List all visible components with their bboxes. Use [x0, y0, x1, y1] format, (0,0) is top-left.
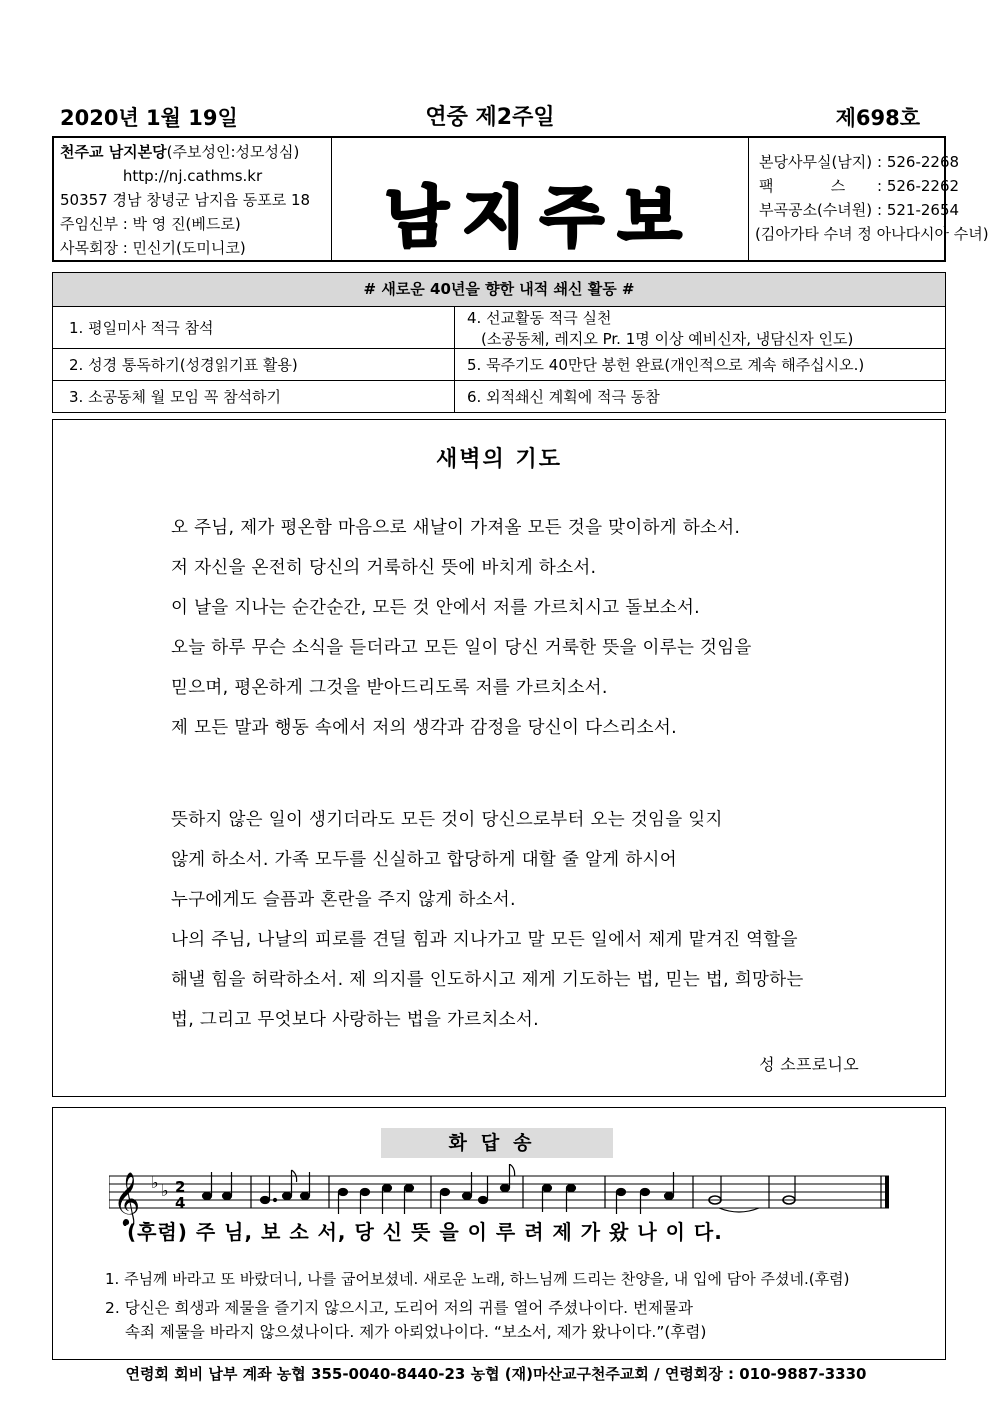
activity-4-detail: (소공동체, 레지오 Pr. 1명 이상 예비신자, 냉담신자 인도): [481, 329, 854, 348]
bulletin-title: 남지주보: [384, 178, 696, 256]
treble-clef-icon: 𝄞: [113, 1171, 141, 1225]
activity-3: 3. 소공동체 월 모임 꼭 참석하기: [53, 381, 455, 412]
prayer-line: 이 날을 지나는 순간순간, 모든 것 안에서 저를 가르치시고 돌보소서.: [171, 598, 701, 618]
prayer-author: 성 소프로니오: [759, 1055, 859, 1074]
psalm-verse-1: 1. 주님께 바라고 또 바랐더니, 나를 굽어보셨네. 새로운 노래, 하느님께 드리는 찬양을, 내 입에 담아 주셨네.(후렴): [105, 1270, 850, 1288]
responsorial-psalm-box: [52, 1107, 946, 1360]
prayer-line: 않게 하소서. 가족 모두를 신실하고 합당하게 대할 줄 알게 하시어: [171, 850, 677, 870]
activity-5: 5. 묵주기도 40만단 봉헌 완료(개인적으로 계속 해주십시오.): [467, 356, 865, 374]
prayer-title: 새벽의 기도: [436, 447, 562, 472]
title-area: [332, 138, 748, 260]
refrain-lyrics: (후렴) 주 님, 보 소 서, 당 신 뜻 을 이 루 려 제 가 왔 나 이 다.: [127, 1220, 723, 1244]
prayer-line: 나의 주님, 나날의 피로를 견딜 힘과 지나가고 말 모든 일에서 제게 맡겨진 역할을: [171, 930, 798, 950]
issue-number: 제698호: [835, 106, 920, 130]
prayer-line: 누구에게도 슬픔과 혼란을 주지 않게 하소서.: [171, 890, 516, 910]
activity-1: 1. 평일미사 적극 참석: [53, 307, 455, 348]
contact-mission: 부곡공소(수녀원) : 521-2654: [759, 201, 960, 219]
activity-2: 2. 성경 통독하기(성경읽기표 활용): [53, 349, 455, 380]
prayer-line: 오 주님, 제가 평온함 마음으로 새날이 가져올 모든 것을 맞이하게 하소서.: [171, 518, 741, 538]
prayer-line: 뜻하지 않은 일이 생기더라도 모든 것이 당신으로부터 오는 것임을 잊지: [171, 810, 723, 830]
prayer-line: 해낼 힘을 허락하소서. 제 의지를 인도하시고 제게 기도하는 법, 믿는 법, 희망하는: [171, 970, 804, 990]
council-president: 사목회장 : 민신기(도미니코): [60, 239, 246, 257]
church-patron: (주보성인:성모성심): [166, 143, 300, 161]
time-signature: 2: [175, 1178, 186, 1196]
flat-icon: ♭: [161, 1181, 169, 1200]
psalm-verse-2: 2. 당신은 희생과 제물을 즐기지 않으시고, 도리어 저의 귀를 열어 주셨나이다. 번제물과: [105, 1299, 693, 1317]
renewal-activities-table: [52, 272, 946, 413]
masthead: [52, 136, 989, 262]
time-signature: 4: [175, 1194, 186, 1212]
table-row: [53, 307, 945, 349]
psalm-heading: 화답송: [381, 1128, 613, 1158]
footer-account-info: 연령회 회비 납부 계좌 농협 355-0040-8440-23 농협 (재)마산교구천주교회 / 연령회장 : 010-9887-3330: [125, 1365, 867, 1383]
prayer-line: 저 자신을 온전히 당신의 거룩하신 뜻에 바치게 하소서.: [171, 558, 597, 578]
contact-office: 본당사무실(남지) : 526-2268: [759, 153, 960, 171]
activity-6: 6. 외적쇄신 계획에 적극 동참: [467, 388, 660, 406]
psalm-verse-2-cont: 속죄 제물을 바라지 않으셨나이다. 제가 아뢰었나이다. “보소서, 제가 왔나이다.”(후렴): [125, 1323, 707, 1341]
church-info: [54, 138, 332, 260]
notes: [203, 1164, 888, 1214]
contact-info: [748, 138, 989, 260]
prayer-line: 오늘 하루 무슨 소식을 듣더라고 모든 일이 당신 거룩한 뜻을 이루는 것임을: [171, 638, 752, 658]
contact-sisters: (김아가타 수녀 정 아나다시아 수녀): [755, 225, 989, 243]
pastor-name: 주임신부 : 박 영 진(베드로): [60, 215, 241, 233]
prayer-line: 믿으며, 평온하게 그것을 받아드리도록 저를 가르치소서.: [171, 678, 608, 698]
church-url[interactable]: http://nj.cathms.kr: [122, 167, 263, 185]
issue-date: 2020년 1월 19일: [60, 106, 238, 130]
church-name: 천주교 남지본당: [60, 143, 167, 161]
prayer-line: 제 모든 말과 행동 속에서 저의 생각과 감정을 당신이 다스리소서.: [171, 718, 677, 738]
activity-4: 4. 선교활동 적극 실천: [467, 308, 612, 327]
table-row: [53, 381, 945, 412]
activities-heading: # 새로운 40년을 향한 내적 쇄신 활동 #: [53, 273, 945, 307]
flat-icon: ♭: [151, 1173, 159, 1192]
issue-header: [60, 98, 920, 134]
table-row: [53, 349, 945, 381]
dawn-prayer-box: [52, 419, 946, 1097]
church-address: 50357 경남 창녕군 남지읍 동포로 18: [60, 191, 311, 209]
contact-fax: 팩 스 : 526-2262: [759, 177, 960, 195]
liturgical-week: 연중 제2주일: [425, 105, 555, 130]
prayer-line: 법, 그리고 무엇보다 사랑하는 법을 가르치소서.: [171, 1010, 539, 1030]
